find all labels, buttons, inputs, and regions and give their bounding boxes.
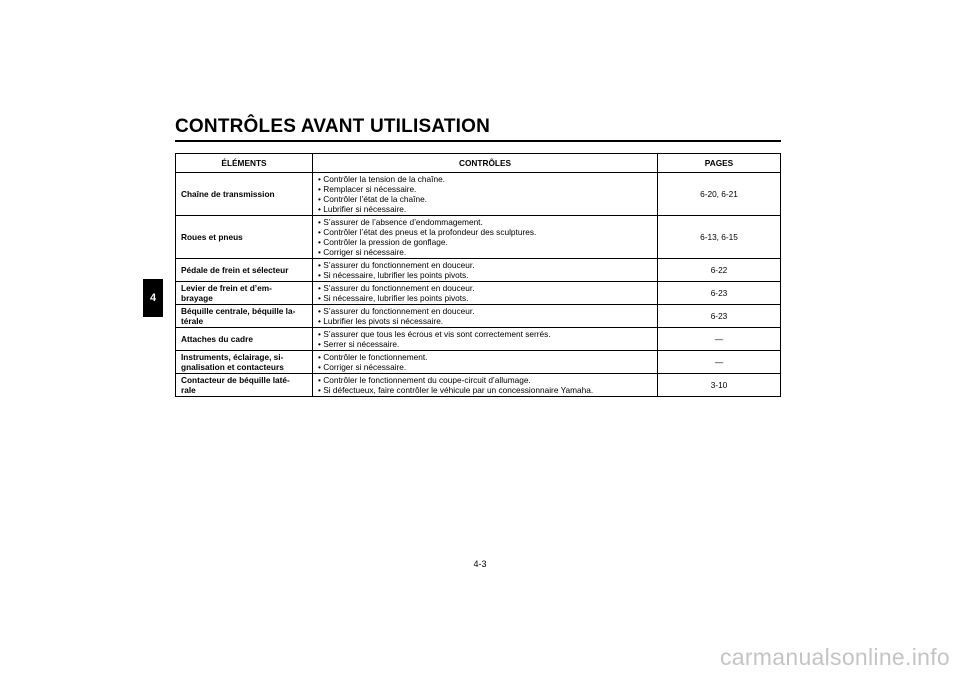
row-checks: [313, 259, 658, 282]
check-item: • S’assurer du fonctionnement en douceur.: [318, 306, 652, 316]
checks-list: [318, 352, 652, 372]
header-elements: ÉLÉMENTS: [176, 154, 313, 173]
table-row: [176, 351, 781, 374]
check-item: • S’assurer de l’absence d’endommagement.: [318, 217, 652, 227]
page-number: 4-3: [473, 559, 487, 569]
check-item: • Contrôler le fonctionnement.: [318, 352, 652, 362]
table-row: [176, 374, 781, 397]
row-item-label: Pédale de frein et sélecteur: [176, 259, 313, 282]
check-item: • Corriger si nécessaire.: [318, 247, 652, 257]
title-rule: [175, 140, 781, 142]
header-pages: PAGES: [658, 154, 781, 173]
checks-list: [318, 329, 652, 349]
row-checks: [313, 374, 658, 397]
check-item: • Si défectueux, faire contrôler le véhicule par un concessionnaire Yamaha.: [318, 385, 652, 395]
check-item: • Lubrifier les pivots si nécessaire.: [318, 316, 652, 326]
checks-list: [318, 174, 652, 214]
row-pages: —: [658, 351, 781, 374]
row-item-label: Levier de frein et d’em- brayage: [176, 282, 313, 305]
check-item: • Si nécessaire, lubrifier les points pivots.: [318, 270, 652, 280]
table-row: [176, 305, 781, 328]
checks-list: [318, 217, 652, 257]
row-pages: 6-13, 6-15: [658, 216, 781, 259]
check-item: • Serrer si nécessaire.: [318, 339, 652, 349]
row-item-label: Roues et pneus: [176, 216, 313, 259]
row-checks: [313, 351, 658, 374]
checks-list: [318, 375, 652, 395]
header-checks: CONTRÔLES: [313, 154, 658, 173]
checks-list: [318, 260, 652, 280]
check-item: • Contrôler l’état des pneus et la profondeur des sculptures.: [318, 227, 652, 237]
table-row: [176, 282, 781, 305]
check-item: • Lubrifier si nécessaire.: [318, 204, 652, 214]
check-item: • Contrôler l’état de la chaîne.: [318, 194, 652, 204]
check-item: • Contrôler la pression de gonflage.: [318, 237, 652, 247]
table-row: [176, 259, 781, 282]
row-checks: [313, 282, 658, 305]
table-row: [176, 328, 781, 351]
row-checks: [313, 305, 658, 328]
row-item-label: Béquille centrale, béquille la- térale: [176, 305, 313, 328]
row-pages: 6-22: [658, 259, 781, 282]
pre-operation-checklist-table: [175, 153, 781, 397]
row-item-label: Instruments, éclairage, si- gnalisation et contacteurs: [176, 351, 313, 374]
table-header-row: [176, 154, 781, 173]
table-body: [176, 173, 781, 397]
row-pages: —: [658, 328, 781, 351]
table-row: [176, 216, 781, 259]
watermark: carmanualsonline.info: [719, 644, 950, 670]
row-item-label: Contacteur de béquille laté- rale: [176, 374, 313, 397]
check-item: • S’assurer que tous les écrous et vis sont correctement serrés.: [318, 329, 652, 339]
row-pages: 6-20, 6-21: [658, 173, 781, 216]
row-checks: [313, 216, 658, 259]
row-item-label: Attaches du cadre: [176, 328, 313, 351]
check-item: • Contrôler la tension de la chaîne.: [318, 174, 652, 184]
row-pages: 6-23: [658, 305, 781, 328]
check-item: • Contrôler le fonctionnement du coupe-circuit d’allumage.: [318, 375, 652, 385]
table-row: [176, 173, 781, 216]
row-pages: 3-10: [658, 374, 781, 397]
check-item: • Remplacer si nécessaire.: [318, 184, 652, 194]
row-checks: [313, 173, 658, 216]
check-item: • Corriger si nécessaire.: [318, 362, 652, 372]
row-pages: 6-23: [658, 282, 781, 305]
row-item-label: Chaîne de transmission: [176, 173, 313, 216]
checks-list: [318, 283, 652, 303]
chapter-tab: 4: [143, 279, 163, 317]
check-item: • S’assurer du fonctionnement en douceur.: [318, 283, 652, 293]
check-item: • S’assurer du fonctionnement en douceur.: [318, 260, 652, 270]
row-checks: [313, 328, 658, 351]
check-item: • Si nécessaire, lubrifier les points pivots.: [318, 293, 652, 303]
checks-list: [318, 306, 652, 326]
page-title: CONTRÔLES AVANT UTILISATION: [175, 116, 491, 137]
